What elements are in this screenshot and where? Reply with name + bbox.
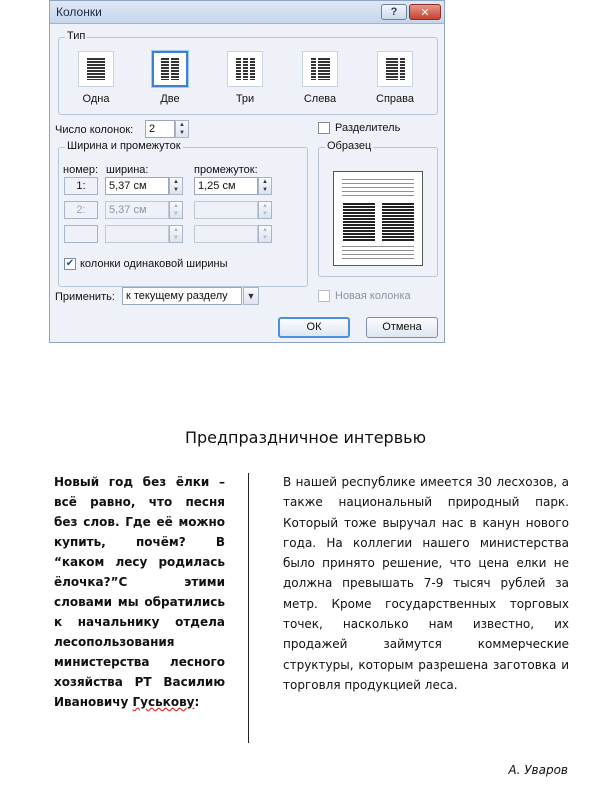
type-two-label: Две — [160, 93, 180, 105]
type-two[interactable] — [145, 51, 195, 105]
num-columns-input[interactable]: 2 — [145, 120, 175, 138]
row-3-spacing-spinner[interactable]: ▲ ▼ — [258, 225, 272, 243]
type-three-label: Три — [235, 93, 255, 105]
lead-colon: : — [194, 695, 200, 709]
header-spacing: промежуток: — [194, 164, 258, 176]
row-1-width-spinner[interactable]: ▲ ▼ — [169, 177, 183, 195]
new-column-checkbox[interactable] — [318, 290, 330, 302]
row-2-spacing-input[interactable] — [194, 201, 258, 219]
separator-checkbox[interactable] — [318, 122, 330, 134]
num-columns-label: Число колонок: — [55, 124, 134, 136]
type-three[interactable] — [220, 51, 270, 105]
article-body: В нашей республике имеется 30 лесхозов, а также национальный природный парк. Который тоже выручал нас в канун нового года. На коллегии нашего министерства было принято решение, что цена елки не должна превышать 7-9 тысяч рублей за метр. Кроме государственных торговых точек, насколько нам известно, их продажей займутся коммерческие структуры, которым разрешена заготовка и торговля продукцией леса. — [283, 475, 569, 692]
right-column-icon — [377, 51, 413, 87]
two-columns-icon — [152, 51, 188, 87]
row-3-index — [64, 225, 98, 243]
title-bar — [50, 1, 444, 24]
type-right-label: Справа — [376, 93, 414, 105]
equal-width-label: колонки одинаковой ширины — [80, 258, 228, 270]
row-1-spacing-spinner[interactable]: ▲ ▼ — [258, 177, 272, 195]
lead-surname: Гуськову — [132, 695, 195, 709]
lead-text: Новый год без ёлки – всё равно, что песня без слов. Где её можно купить, почём? В “каком лесу родилась ёлочка?”С этими словами мы обратились к начальнику отдела лесопользования министерства лесного хозяйства РТ Василию Ивановичу — [54, 475, 225, 709]
row-3-spacing-input[interactable] — [194, 225, 258, 243]
type-one-label: Одна — [82, 93, 110, 105]
type-left-label: Слева — [303, 93, 337, 105]
num-columns-spinner[interactable]: ▲ ▼ — [175, 120, 189, 138]
left-column-icon — [302, 51, 338, 87]
header-number: номер: — [63, 164, 99, 176]
ok-button[interactable]: ОК — [278, 317, 350, 338]
row-3-width-input[interactable] — [105, 225, 169, 243]
row-2-width-input[interactable]: 5,37 см — [105, 201, 169, 219]
cancel-button[interactable]: Отмена — [366, 317, 438, 338]
header-width: ширина: — [106, 164, 149, 176]
row-2-index: 2: — [64, 201, 98, 219]
chevron-down-icon[interactable]: ▼ — [243, 287, 259, 305]
dialog-title: Колонки — [56, 5, 102, 19]
article-headline: Предпраздничное интервью — [184, 428, 427, 447]
type-group-label: Тип — [67, 30, 86, 42]
apply-label: Применить: — [55, 291, 115, 303]
apply-select[interactable]: к текущему разделу — [122, 287, 242, 305]
type-left[interactable] — [295, 51, 345, 105]
equal-width-checkbox[interactable]: ✔ — [65, 258, 75, 269]
type-one[interactable] — [71, 51, 121, 105]
row-2-width-spinner[interactable]: ▲ ▼ — [169, 201, 183, 219]
column-separator — [248, 473, 249, 743]
one-column-icon — [78, 51, 114, 87]
type-right[interactable] — [370, 51, 420, 105]
row-3-width-spinner[interactable]: ▲ ▼ — [169, 225, 183, 243]
columns-dialog — [49, 0, 445, 343]
row-1-width-input[interactable]: 5,37 см — [105, 177, 169, 195]
sample-group-label: Образец — [327, 140, 372, 152]
width-spacing-label: Ширина и промежуток — [67, 140, 181, 152]
article-lead — [54, 472, 225, 712]
row-1-index: 1: — [64, 177, 98, 195]
row-2-spacing-spinner[interactable]: ▲ ▼ — [258, 201, 272, 219]
row-1-spacing-input[interactable]: 1,25 см — [194, 177, 258, 195]
new-column-label: Новая колонка — [335, 290, 411, 302]
help-button[interactable]: ? — [381, 4, 407, 20]
sample-preview — [333, 171, 423, 266]
article-author: А. Уваров — [508, 763, 568, 777]
separator-label: Разделитель — [335, 122, 401, 134]
close-button[interactable]: ✕ — [409, 4, 441, 20]
three-columns-icon — [227, 51, 263, 87]
